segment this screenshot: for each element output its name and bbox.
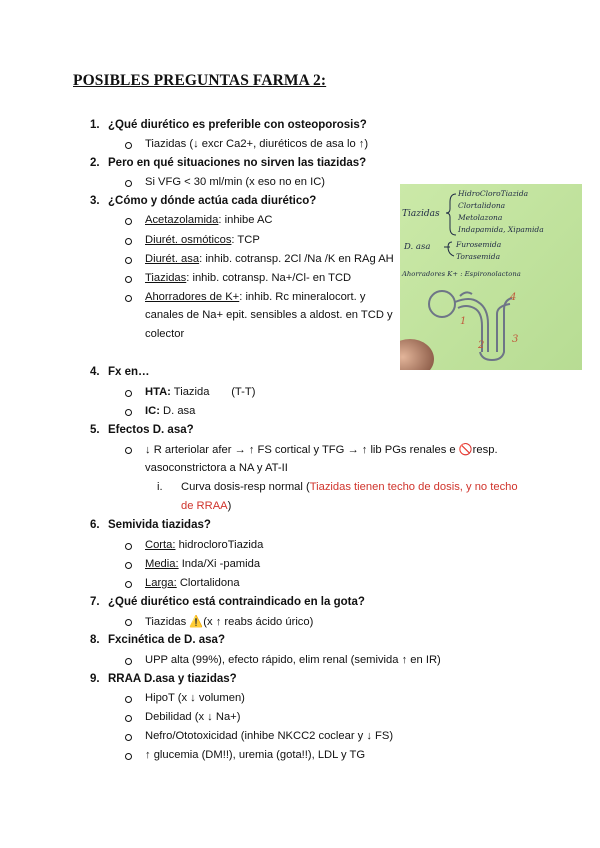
hw-dasa-1: Furosemida (456, 240, 502, 249)
hw-nephron-2: 2 (478, 340, 485, 351)
page-title: POSIBLES PREGUNTAS FARMA 2: (73, 72, 327, 89)
warning-icon: ⚠️ (189, 616, 204, 628)
hw-nephron-4: 4 (510, 292, 517, 303)
question-8: 8. Fxcinética de D. asa? (90, 634, 225, 646)
hw-ahorradores: Ahorradores K+ : Espironolactona (402, 270, 521, 278)
sub-item-text-cont: de RRAA) (181, 500, 232, 512)
hw-dasa-2: Torasemida (456, 252, 501, 261)
question-6: 6. Semivida tiazidas? (90, 519, 211, 531)
question-5: 5. Efectos D. asa? (90, 424, 194, 436)
hw-nephron-3: 3 (512, 334, 519, 345)
question-4: 4. Fx en… (90, 366, 150, 378)
question-2: 2. Pero en qué situaciones no sirven las tiazidas? (90, 157, 367, 169)
question-7: 7. ¿Qué diurético está contraindicado en la gota? (90, 596, 365, 608)
hw-tiazida-3: Metolazona (458, 213, 503, 222)
question-9: 9. RRAA D.asa y tiazidas? (90, 673, 237, 685)
hw-tiazida-4: Indapamida, Xipamida (458, 225, 544, 234)
hw-dasa: D. asa (404, 242, 431, 252)
question-3: 3. ¿Cómo y dónde actúa cada diurético? (90, 195, 317, 207)
sub-item-numeral: i. (157, 481, 163, 493)
hw-tiazida-2: Clortalidona (458, 201, 506, 210)
hw-nephron-1: 1 (460, 316, 467, 327)
hw-tiazida-1: HidroCloroTiazida (458, 189, 529, 198)
hw-tiazidas: Tiazidas (402, 209, 440, 219)
question-1: 1. ¿Qué diurético es preferible con osteoporosis? (90, 119, 367, 131)
handwritten-notes-photo (400, 184, 582, 370)
sub-item-text: Curva dosis-resp normal (Tiazidas tienen techo de dosis, y no techo (181, 481, 518, 493)
